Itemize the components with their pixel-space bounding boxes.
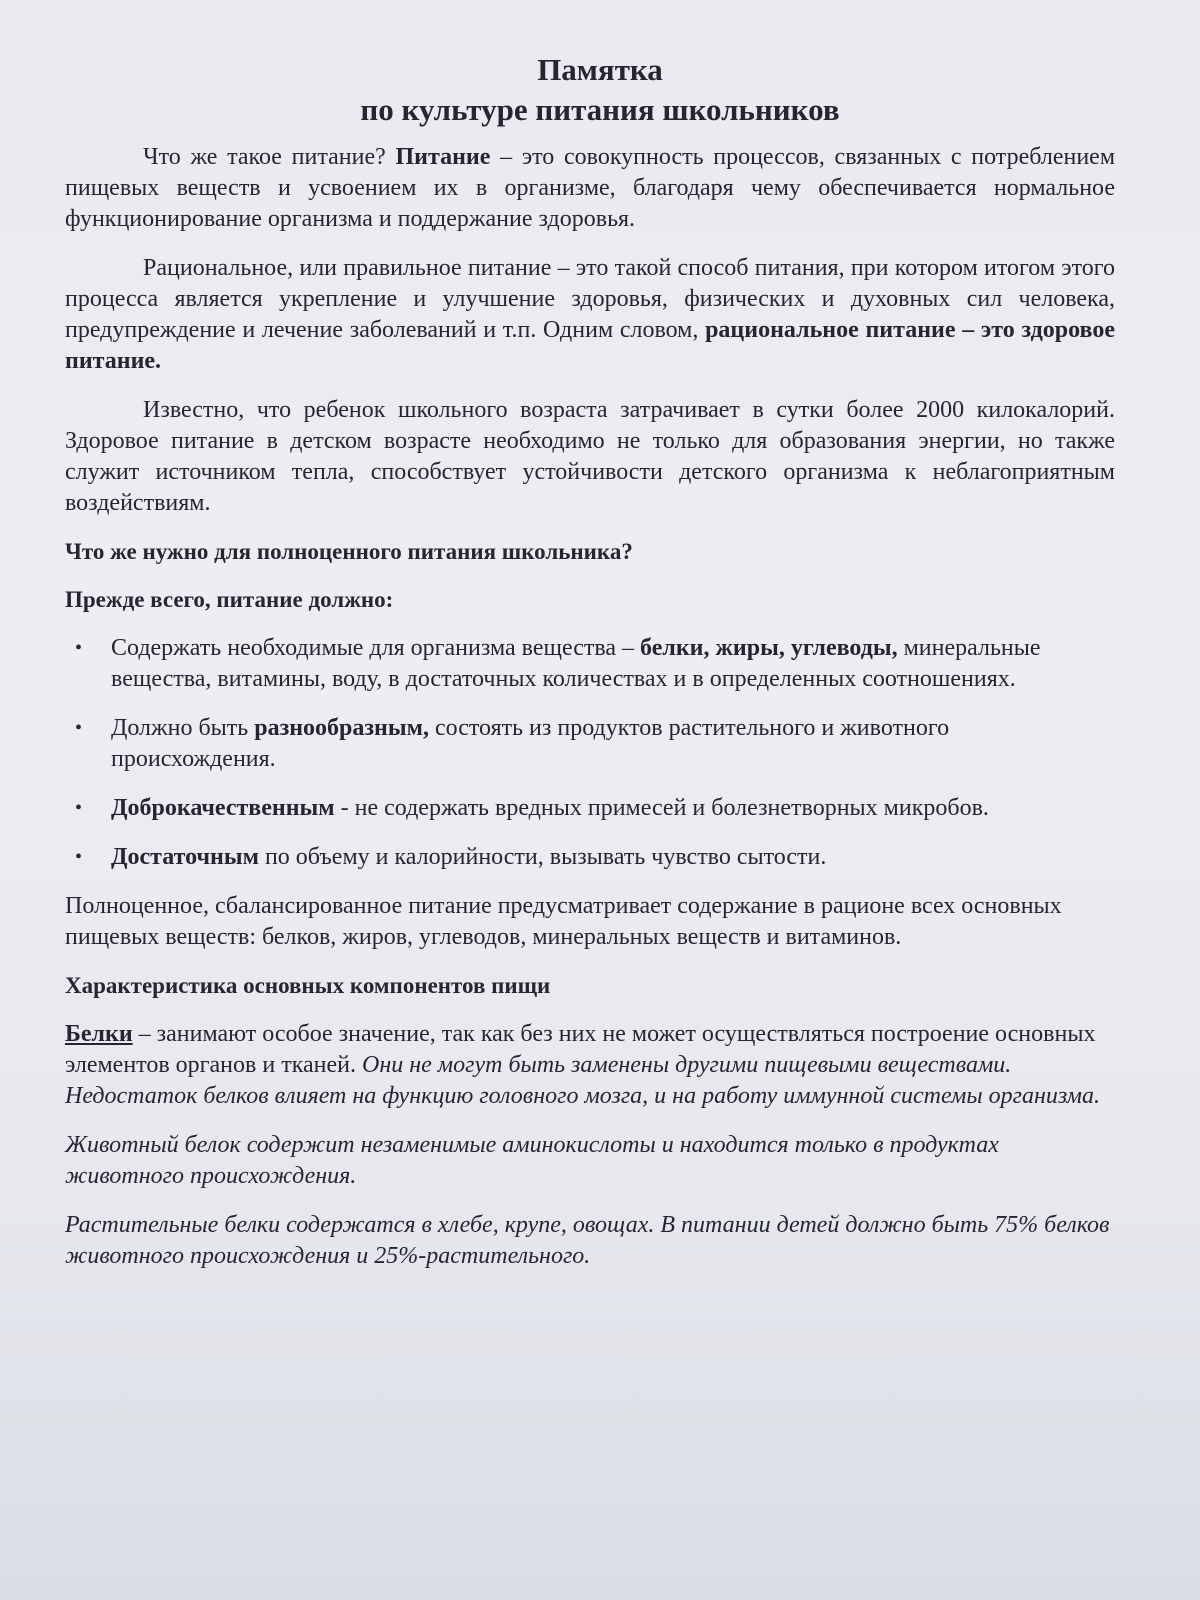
list-item-post: - не содержать вредных примесей и болезнетворных микробов. [334, 795, 989, 821]
list-item-pre: Должно быть [111, 715, 255, 741]
list-item-bold: Доброкачественным [111, 795, 335, 821]
plant-protein-paragraph: Растительные белки содержатся в хлебе, крупе, овощах. В питании детей должно быть 75% белков животного происхождения и 25%-растительного. [65, 1212, 1110, 1269]
list-item-pre: Содержать необходимые для организма вещества – [111, 635, 641, 661]
bullet-icon: • [75, 797, 83, 819]
list-item [75, 842, 1115, 873]
section-1-subheading: Прежде всего, питание должно: [65, 587, 394, 612]
list-item-bold: разнообразным, [254, 715, 429, 741]
nutrition-summary: Полноценное, сбалансированное питание предусматривает содержание в рационе всех основных пищевых веществ: белков, жиров, углеводов, минеральных веществ и витаминов. [65, 893, 1062, 950]
list-item-post: минеральные вещества, витамины, воду, в достаточных количествах и в определенных соотношениях. [111, 635, 1041, 692]
list-item-post: по объему и калорийности, вызывать чувство сытости. [258, 844, 827, 870]
document-title [65, 50, 1115, 130]
section-2-heading: Характеристика основных компонентов пищи [65, 973, 551, 998]
intro-p1-rest: – это совокупность процессов, связанных с потреблением пищевых веществ и усвоением их в организме, благодаря чему обеспечивается нормальное функционирование организма и поддержание здоровья. [65, 144, 1116, 232]
title-line-2: по культуре питания школьников [360, 92, 840, 127]
bullet-icon: • [75, 846, 83, 868]
proteins-paragraph [65, 1019, 1115, 1112]
proteins-text: – занимают особое значение, так как без них не может осуществляться построение основных элементов органов и тканей. [65, 1021, 1096, 1078]
list-item-bold: Достаточным [111, 844, 259, 870]
list-item-post: состоять из продуктов растительного и животного происхождения. [111, 715, 950, 772]
list-item [75, 633, 1115, 695]
requirements-list [65, 633, 1115, 873]
list-item [75, 793, 1115, 824]
intro-p2-start: Рациональное, или правильное питание – это такой способ питания, при котором итогом этого процесса является укрепление и улучшение здоровья, физических и духовных сил человека, предупреждение и лечение заболеваний и т.п. Одним словом, [65, 255, 1115, 343]
bullet-icon: • [75, 637, 83, 659]
intro-paragraph-3: Известно, что ребенок школьного возраста затрачивает в сутки более 2000 килокалорий. Здоровое питание в детском возрасте необходимо не только для образования энергии, но также служит источником тепла, способствует устойчивости детского организма к неблагоприятным воздействиям. [65, 397, 1115, 516]
bullet-icon: • [75, 717, 83, 739]
animal-protein-paragraph: Животный белок содержит незаменимые аминокислоты и находится только в продуктах животного происхождения. [65, 1132, 999, 1189]
intro-paragraph-2 [65, 253, 1115, 377]
intro-p1-start: Что же такое питание? [143, 144, 396, 170]
section-1-heading: Что же нужно для полноценного питания школьника? [65, 539, 633, 564]
intro-paragraph-1 [65, 142, 1115, 235]
intro-p2-bold: рациональное питание – это здоровое питание. [65, 317, 1116, 374]
list-item [75, 713, 1115, 775]
intro-p1-bold-term: Питание [395, 144, 491, 170]
proteins-italic: Они не могут быть заменены другими пищевыми веществами. Недостаток белков влияет на функцию головного мозга, и на работу иммунной системы организма. [65, 1052, 1100, 1109]
list-item-bold: белки, жиры, углеводы, [640, 635, 898, 661]
title-line-1: Памятка [537, 52, 663, 87]
proteins-term: Белки [65, 1021, 133, 1047]
